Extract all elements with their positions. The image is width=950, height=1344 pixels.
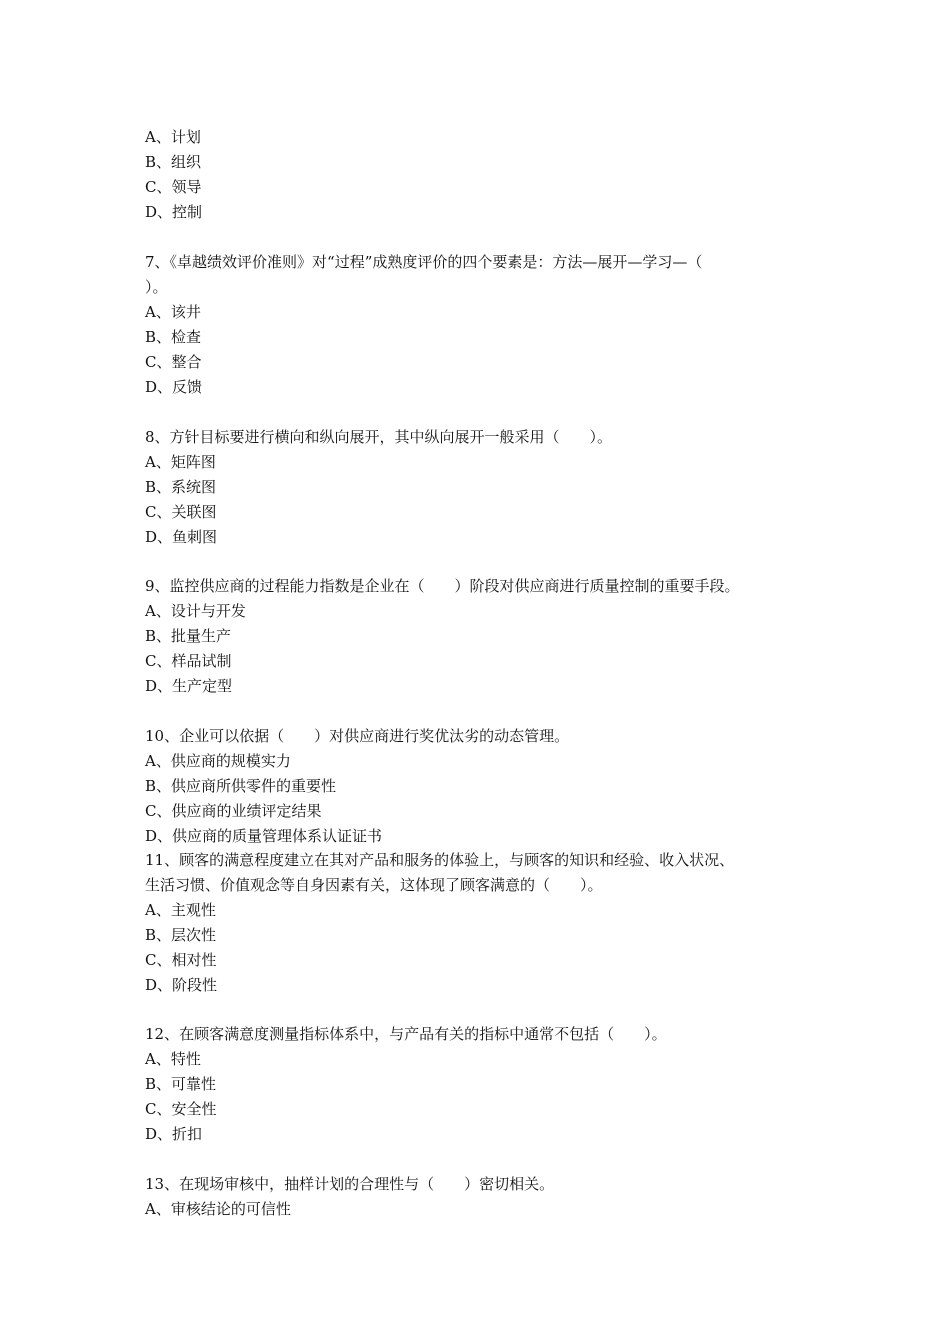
question-text: 12、在顾客满意度测量指标体系中，与产品有关的指标中通常不包括（ ）。	[145, 1025, 667, 1043]
option-d: D、控制	[145, 203, 203, 221]
option-b: B、检查	[145, 328, 202, 346]
option-a: A、矩阵图	[145, 453, 216, 471]
option-a: A、主观性	[145, 901, 216, 919]
option-b: B、系统图	[145, 478, 217, 496]
option-a: A、设计与开发	[145, 602, 246, 620]
option-b: B、组织	[145, 153, 202, 171]
option-c: C、关联图	[145, 503, 217, 521]
option-c: C、样品试制	[145, 652, 232, 670]
option-a: A、供应商的规模实力	[145, 752, 291, 770]
option-c: C、领导	[145, 178, 202, 196]
option-d: D、阶段性	[145, 976, 218, 994]
option-d: D、供应商的质量管理体系认证证书	[145, 827, 383, 845]
option-b: B、批量生产	[145, 627, 232, 645]
question-text-continued: ）。	[145, 278, 168, 296]
option-c: C、安全性	[145, 1100, 217, 1118]
question-text: 13、在现场审核中，抽样计划的合理性与（ ）密切相关。	[145, 1175, 555, 1193]
option-d: D、生产定型	[145, 677, 233, 695]
option-a: A、特性	[145, 1050, 201, 1068]
question-11-text-continued: 生活习惯、价值观念等自身因素有关，这体现了顾客满意的（ ）。	[145, 876, 603, 894]
option-b: B、供应商所供零件的重要性	[145, 777, 337, 795]
option-b: B、层次性	[145, 926, 217, 944]
option-a: A、该井	[145, 303, 201, 321]
option-c: C、供应商的业绩评定结果	[145, 802, 322, 820]
question-10-text: 10、企业可以依据（ ）对供应商进行奖优汰劣的动态管理。	[145, 727, 570, 745]
option-d: D、折扣	[145, 1125, 203, 1143]
question-text: 7、《卓越绩效评价准则》对“过程”成熟度评价的四个要素是：方法—展开—学习—（	[145, 253, 703, 271]
option-a: A、审核结论的可信性	[145, 1200, 291, 1218]
option-b: B、可靠性	[145, 1075, 217, 1093]
question-11-text: 11、顾客的满意程度建立在其对产品和服务的体验上，与顾客的知识和经验、收入状况、	[145, 851, 735, 869]
option-c: C、相对性	[145, 951, 217, 969]
question-text: 8、方针目标要进行横向和纵向展开，其中纵向展开一般采用（ ）。	[145, 428, 613, 446]
option-d: D、鱼刺图	[145, 528, 218, 546]
option-a: A、计划	[145, 128, 201, 146]
option-c: C、整合	[145, 353, 202, 371]
question-text: 9、监控供应商的过程能力指数是企业在（ ）阶段对供应商进行质量控制的重要手段。	[145, 577, 740, 595]
option-d: D、反馈	[145, 378, 203, 396]
